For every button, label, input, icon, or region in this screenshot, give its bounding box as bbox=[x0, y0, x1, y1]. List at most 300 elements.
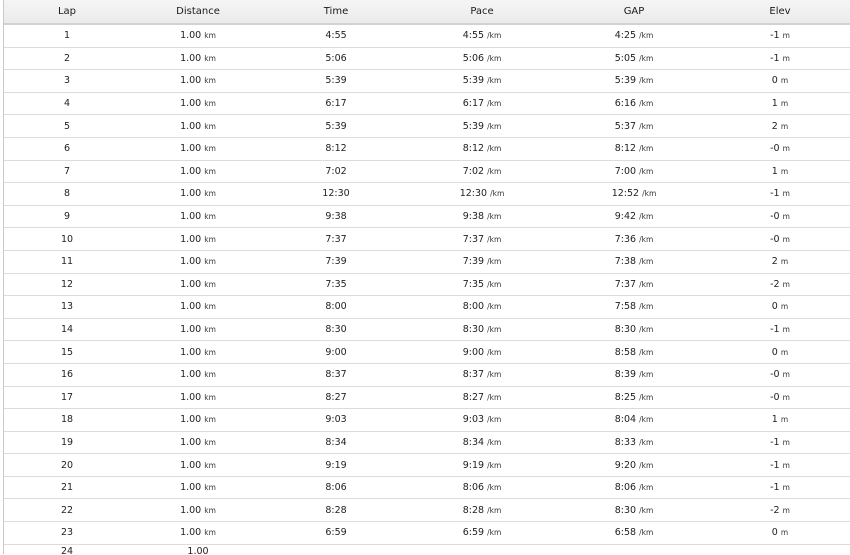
cell-time bbox=[266, 522, 406, 545]
distance-unit: km bbox=[204, 121, 216, 131]
table-row[interactable] bbox=[4, 70, 850, 93]
distance-unit: km bbox=[204, 347, 216, 357]
cell-pace bbox=[406, 160, 558, 183]
cell-gap bbox=[558, 363, 710, 386]
pace-unit: /km bbox=[487, 166, 502, 176]
pace-value: 5:39 bbox=[462, 120, 485, 132]
pace-value: 12:30 bbox=[459, 188, 488, 200]
elev-value: -1 bbox=[770, 52, 780, 64]
cell-lap bbox=[4, 183, 130, 206]
elev-value: 0 bbox=[771, 75, 778, 87]
lap-value: 23 bbox=[60, 527, 74, 539]
cell-elev bbox=[710, 115, 850, 138]
gap-value: 5:39 bbox=[614, 75, 637, 87]
distance-value: 1.00 bbox=[180, 346, 202, 358]
gap-unit: /km bbox=[639, 31, 654, 41]
cell-elev bbox=[710, 205, 850, 228]
elev-unit: m bbox=[782, 53, 790, 63]
elev-unit: m bbox=[782, 31, 790, 41]
cell-distance bbox=[130, 409, 266, 432]
cell-distance bbox=[130, 115, 266, 138]
cell-gap bbox=[558, 296, 710, 319]
pace-unit: /km bbox=[487, 279, 502, 289]
column-header-distance[interactable]: Distance bbox=[130, 0, 266, 24]
pace-value: 7:39 bbox=[462, 256, 485, 268]
distance-unit: km bbox=[204, 415, 216, 425]
cell-pace bbox=[406, 183, 558, 206]
elev-unit: m bbox=[782, 144, 790, 154]
cell-gap bbox=[558, 476, 710, 499]
pace-unit: /km bbox=[487, 53, 502, 63]
gap-unit: /km bbox=[639, 528, 654, 538]
elev-value: -1 bbox=[770, 188, 780, 200]
gap-value: 5:37 bbox=[614, 120, 637, 132]
elev-value: -2 bbox=[770, 278, 780, 290]
cell-gap bbox=[558, 522, 710, 545]
pace-unit: /km bbox=[487, 392, 502, 402]
cell-elev bbox=[710, 341, 850, 364]
gap-unit: /km bbox=[639, 392, 654, 402]
gap-value: 7:36 bbox=[614, 233, 637, 245]
laps-table bbox=[4, 0, 850, 555]
gap-unit: /km bbox=[639, 257, 654, 267]
gap-value: 8:06 bbox=[614, 482, 637, 494]
cell-lap bbox=[4, 228, 130, 251]
time-value: 4:55 bbox=[325, 30, 347, 42]
cell-lap bbox=[4, 409, 130, 432]
cell-pace bbox=[406, 363, 558, 386]
gap-value: 8:30 bbox=[614, 504, 637, 516]
cell-distance bbox=[130, 70, 266, 93]
elev-value: -1 bbox=[770, 459, 780, 471]
pace-value: 6:59 bbox=[462, 527, 485, 539]
gap-value: 9:20 bbox=[614, 459, 637, 471]
cell-elev bbox=[710, 70, 850, 93]
lap-value: 18 bbox=[60, 414, 74, 426]
gap-value: 12:52 bbox=[611, 188, 640, 200]
cell-pace bbox=[406, 137, 558, 160]
distance-unit: km bbox=[204, 279, 216, 289]
cell-elev bbox=[710, 386, 850, 409]
cell-lap bbox=[4, 273, 130, 296]
elev-unit: m bbox=[780, 257, 789, 267]
cell-distance bbox=[130, 454, 266, 477]
cell-gap bbox=[558, 273, 710, 296]
distance-unit: km bbox=[204, 31, 216, 41]
table-row[interactable] bbox=[4, 47, 850, 70]
cell-time bbox=[266, 92, 406, 115]
elev-unit: m bbox=[780, 121, 789, 131]
distance-value: 1.00 bbox=[180, 391, 202, 403]
lap-value: 12 bbox=[60, 278, 74, 290]
cell-time bbox=[266, 228, 406, 251]
elev-unit: m bbox=[782, 483, 790, 493]
column-header-lap[interactable]: Lap bbox=[4, 0, 130, 24]
table-row[interactable] bbox=[4, 115, 850, 138]
cell-gap bbox=[558, 70, 710, 93]
lap-value: 24 bbox=[60, 545, 74, 555]
elev-unit: m bbox=[782, 212, 790, 222]
elev-value: 0 bbox=[771, 301, 778, 313]
table-row[interactable] bbox=[4, 24, 850, 47]
cell-lap bbox=[4, 296, 130, 319]
table-row[interactable] bbox=[4, 228, 850, 251]
elev-value: -0 bbox=[770, 391, 780, 403]
gap-unit: /km bbox=[639, 76, 654, 86]
gap-value: 6:58 bbox=[614, 527, 637, 539]
cell-distance bbox=[130, 341, 266, 364]
cell-elev bbox=[710, 409, 850, 432]
cell-time bbox=[266, 160, 406, 183]
pace-unit: /km bbox=[487, 257, 502, 267]
cell-time bbox=[266, 47, 406, 70]
gap-unit: /km bbox=[639, 234, 654, 244]
distance-value: 1.00 bbox=[180, 436, 202, 448]
time-value: 8:06 bbox=[325, 482, 347, 494]
cell-lap bbox=[4, 137, 130, 160]
cell-lap bbox=[4, 522, 130, 545]
table-row[interactable] bbox=[4, 296, 850, 319]
elev-unit: m bbox=[782, 325, 790, 335]
cell-time bbox=[266, 454, 406, 477]
distance-value: 1.00 bbox=[180, 75, 202, 87]
cell-gap bbox=[558, 115, 710, 138]
table-row[interactable] bbox=[4, 341, 850, 364]
cell-distance bbox=[130, 137, 266, 160]
gap-unit: /km bbox=[639, 325, 654, 335]
cell-distance bbox=[130, 431, 266, 454]
elev-value: -0 bbox=[770, 369, 780, 381]
cell-lap bbox=[4, 205, 130, 228]
elev-unit: m bbox=[782, 437, 790, 447]
cell-gap bbox=[558, 499, 710, 522]
lap-value: 10 bbox=[60, 233, 74, 245]
cell-time bbox=[266, 273, 406, 296]
pace-unit: /km bbox=[487, 121, 502, 131]
cell-gap bbox=[558, 409, 710, 432]
time-value: 9:03 bbox=[325, 414, 347, 426]
time-value: 8:28 bbox=[325, 504, 347, 516]
cell-pace bbox=[406, 318, 558, 341]
elev-value: 1 bbox=[771, 414, 778, 426]
pace-unit: /km bbox=[487, 99, 502, 109]
lap-value: 5 bbox=[63, 120, 71, 132]
time-value: 7:37 bbox=[325, 233, 347, 245]
pace-value: 6:17 bbox=[462, 98, 485, 110]
cell-gap bbox=[558, 137, 710, 160]
cell-elev bbox=[710, 228, 850, 251]
lap-value: 2 bbox=[63, 52, 71, 64]
cell-elev bbox=[710, 522, 850, 545]
cell-time bbox=[266, 544, 406, 555]
distance-value: 1.00 bbox=[180, 324, 202, 336]
cell-time bbox=[266, 476, 406, 499]
table-body bbox=[4, 24, 850, 555]
lap-value: 20 bbox=[60, 459, 74, 471]
cell-elev bbox=[710, 318, 850, 341]
cell-distance bbox=[130, 250, 266, 273]
gap-unit: /km bbox=[639, 347, 654, 357]
pace-unit: /km bbox=[487, 234, 502, 244]
cell-elev bbox=[710, 431, 850, 454]
gap-unit: /km bbox=[639, 415, 654, 425]
cell-pace bbox=[406, 499, 558, 522]
distance-value: 1.00 bbox=[180, 52, 202, 64]
gap-unit: /km bbox=[639, 460, 654, 470]
distance-unit: km bbox=[204, 392, 216, 402]
cell-distance bbox=[130, 544, 266, 555]
pace-unit: /km bbox=[487, 370, 502, 380]
lap-value: 6 bbox=[63, 143, 71, 155]
pace-value: 8:30 bbox=[462, 324, 485, 336]
cell-elev bbox=[710, 454, 850, 477]
cell-distance bbox=[130, 522, 266, 545]
table-row[interactable] bbox=[4, 544, 850, 555]
distance-unit: km bbox=[204, 302, 216, 312]
table-row[interactable] bbox=[4, 160, 850, 183]
cell-lap bbox=[4, 115, 130, 138]
elev-unit: m bbox=[780, 415, 789, 425]
elev-unit: m bbox=[780, 166, 789, 176]
table-row[interactable] bbox=[4, 454, 850, 477]
time-value: 8:00 bbox=[325, 301, 347, 313]
cell-pace bbox=[406, 296, 558, 319]
table-row[interactable] bbox=[4, 273, 850, 296]
lap-value: 17 bbox=[60, 391, 74, 403]
pace-unit: /km bbox=[487, 302, 502, 312]
time-value: 8:34 bbox=[325, 436, 347, 448]
table-row[interactable] bbox=[4, 499, 850, 522]
elev-unit: m bbox=[780, 347, 789, 357]
cell-distance bbox=[130, 92, 266, 115]
cell-time bbox=[266, 24, 406, 47]
time-value: 8:12 bbox=[325, 143, 347, 155]
cell-pace bbox=[406, 431, 558, 454]
cell-lap bbox=[4, 499, 130, 522]
elev-unit: m bbox=[782, 279, 790, 289]
distance-unit: km bbox=[204, 437, 216, 447]
cell-elev bbox=[710, 476, 850, 499]
distance-unit: km bbox=[204, 460, 216, 470]
pace-value: 8:00 bbox=[462, 301, 485, 313]
pace-unit: /km bbox=[487, 144, 502, 154]
distance-value: 1.00 bbox=[180, 30, 202, 42]
elev-unit: m bbox=[780, 528, 789, 538]
distance-unit: km bbox=[204, 325, 216, 335]
distance-value: 1.00 bbox=[180, 165, 202, 177]
distance-value: 1.00 bbox=[180, 459, 202, 471]
cell-distance bbox=[130, 24, 266, 47]
pace-value: 9:38 bbox=[462, 211, 485, 223]
cell-lap bbox=[4, 386, 130, 409]
gap-unit: /km bbox=[639, 505, 654, 515]
lap-value: 7 bbox=[63, 165, 71, 177]
cell-lap bbox=[4, 250, 130, 273]
cell-pace bbox=[406, 454, 558, 477]
time-value: 8:27 bbox=[325, 391, 347, 403]
cell-gap bbox=[558, 341, 710, 364]
cell-distance bbox=[130, 363, 266, 386]
cell-elev bbox=[710, 273, 850, 296]
gap-unit: /km bbox=[639, 53, 654, 63]
cell-time bbox=[266, 70, 406, 93]
distance-value: 1.00 bbox=[180, 211, 202, 223]
gap-value: 8:58 bbox=[614, 346, 637, 358]
table-row[interactable] bbox=[4, 137, 850, 160]
cell-elev bbox=[710, 296, 850, 319]
cell-lap bbox=[4, 24, 130, 47]
cell-gap bbox=[558, 183, 710, 206]
pace-unit: /km bbox=[487, 437, 502, 447]
cell-distance bbox=[130, 318, 266, 341]
distance-unit: km bbox=[204, 144, 216, 154]
gap-value: 8:04 bbox=[614, 414, 637, 426]
cell-pace bbox=[406, 205, 558, 228]
cell-time bbox=[266, 341, 406, 364]
cell-pace bbox=[406, 522, 558, 545]
pace-unit: /km bbox=[487, 212, 502, 222]
elev-value: -1 bbox=[770, 324, 780, 336]
cell-gap bbox=[558, 160, 710, 183]
cell-distance bbox=[130, 386, 266, 409]
cell-time bbox=[266, 205, 406, 228]
cell-distance bbox=[130, 296, 266, 319]
cell-time bbox=[266, 386, 406, 409]
cell-time bbox=[266, 115, 406, 138]
time-value: 6:59 bbox=[325, 527, 347, 539]
cell-pace bbox=[406, 273, 558, 296]
distance-unit: km bbox=[204, 234, 216, 244]
pace-unit: /km bbox=[487, 76, 502, 86]
cell-gap bbox=[558, 250, 710, 273]
pace-unit: /km bbox=[487, 483, 502, 493]
gap-unit: /km bbox=[642, 189, 657, 199]
pace-value: 5:06 bbox=[462, 52, 485, 64]
pace-unit: /km bbox=[487, 325, 502, 335]
cell-elev bbox=[710, 160, 850, 183]
elev-unit: m bbox=[780, 302, 789, 312]
cell-pace bbox=[406, 341, 558, 364]
cell-time bbox=[266, 363, 406, 386]
lap-value: 15 bbox=[60, 346, 74, 358]
lap-value: 14 bbox=[60, 324, 74, 336]
table-row[interactable] bbox=[4, 386, 850, 409]
distance-value: 1.00 bbox=[180, 98, 202, 110]
cell-pace bbox=[406, 47, 558, 70]
table-row[interactable] bbox=[4, 318, 850, 341]
cell-lap bbox=[4, 92, 130, 115]
table-row[interactable] bbox=[4, 250, 850, 273]
time-value: 7:39 bbox=[325, 256, 347, 268]
time-value: 5:06 bbox=[325, 52, 347, 64]
elev-value: -0 bbox=[770, 143, 780, 155]
pace-unit: /km bbox=[487, 31, 502, 41]
table-row[interactable] bbox=[4, 205, 850, 228]
cell-lap bbox=[4, 70, 130, 93]
lap-value: 19 bbox=[60, 436, 74, 448]
cell-distance bbox=[130, 228, 266, 251]
distance-value: 1.00 bbox=[180, 233, 202, 245]
gap-value: 6:16 bbox=[614, 98, 637, 110]
cell-elev bbox=[710, 499, 850, 522]
table-row[interactable] bbox=[4, 431, 850, 454]
elev-unit: m bbox=[780, 76, 789, 86]
lap-value: 4 bbox=[63, 98, 71, 110]
cell-lap bbox=[4, 476, 130, 499]
table-row[interactable] bbox=[4, 522, 850, 545]
table-row[interactable] bbox=[4, 183, 850, 206]
elev-value: -1 bbox=[770, 482, 780, 494]
table-row[interactable] bbox=[4, 92, 850, 115]
lap-value: 21 bbox=[60, 482, 74, 494]
cell-lap bbox=[4, 431, 130, 454]
elev-unit: m bbox=[780, 99, 789, 109]
distance-unit: km bbox=[204, 257, 216, 267]
gap-value: 7:00 bbox=[614, 165, 637, 177]
cell-pace bbox=[406, 386, 558, 409]
column-header-pace[interactable]: Pace bbox=[406, 0, 558, 24]
column-header-gap[interactable]: GAP bbox=[558, 0, 710, 24]
elev-value: -1 bbox=[770, 30, 780, 42]
elev-unit: m bbox=[782, 370, 790, 380]
cell-gap bbox=[558, 544, 710, 555]
cell-elev bbox=[710, 544, 850, 555]
table-row[interactable] bbox=[4, 409, 850, 432]
time-value: 8:37 bbox=[325, 369, 347, 381]
pace-unit: /km bbox=[487, 415, 502, 425]
pace-unit: /km bbox=[487, 347, 502, 357]
cell-distance bbox=[130, 47, 266, 70]
lap-value: 1 bbox=[63, 30, 71, 42]
distance-unit: km bbox=[204, 166, 216, 176]
time-value: 7:02 bbox=[325, 165, 347, 177]
lap-value: 13 bbox=[60, 301, 74, 313]
cell-elev bbox=[710, 24, 850, 47]
elev-unit: m bbox=[782, 392, 790, 402]
distance-unit: km bbox=[204, 528, 216, 538]
lap-value: 11 bbox=[60, 256, 74, 268]
column-header-time[interactable]: Time bbox=[266, 0, 406, 24]
cell-time bbox=[266, 409, 406, 432]
gap-value: 8:30 bbox=[614, 324, 637, 336]
pace-value: 8:12 bbox=[462, 143, 485, 155]
distance-value: 1.00 bbox=[180, 143, 202, 155]
distance-value: 1.00 bbox=[180, 188, 202, 200]
elev-value: 1 bbox=[771, 98, 778, 110]
distance-value: 1.00 bbox=[180, 256, 202, 268]
elev-value: -1 bbox=[770, 436, 780, 448]
cell-gap bbox=[558, 228, 710, 251]
distance-unit: km bbox=[204, 53, 216, 63]
cell-distance bbox=[130, 183, 266, 206]
distance-unit: km bbox=[204, 212, 216, 222]
table-row[interactable] bbox=[4, 363, 850, 386]
gap-unit: /km bbox=[639, 166, 654, 176]
table-row[interactable] bbox=[4, 476, 850, 499]
cell-lap bbox=[4, 363, 130, 386]
elev-value: -0 bbox=[770, 233, 780, 245]
gap-unit: /km bbox=[639, 483, 654, 493]
cell-distance bbox=[130, 499, 266, 522]
column-header-elev[interactable]: Elev bbox=[710, 0, 850, 24]
distance-unit: km bbox=[204, 483, 216, 493]
cell-time bbox=[266, 499, 406, 522]
gap-value: 5:05 bbox=[614, 52, 637, 64]
pace-value: 8:37 bbox=[462, 369, 485, 381]
elev-value: 2 bbox=[771, 120, 778, 132]
cell-pace bbox=[406, 24, 558, 47]
cell-pace bbox=[406, 409, 558, 432]
